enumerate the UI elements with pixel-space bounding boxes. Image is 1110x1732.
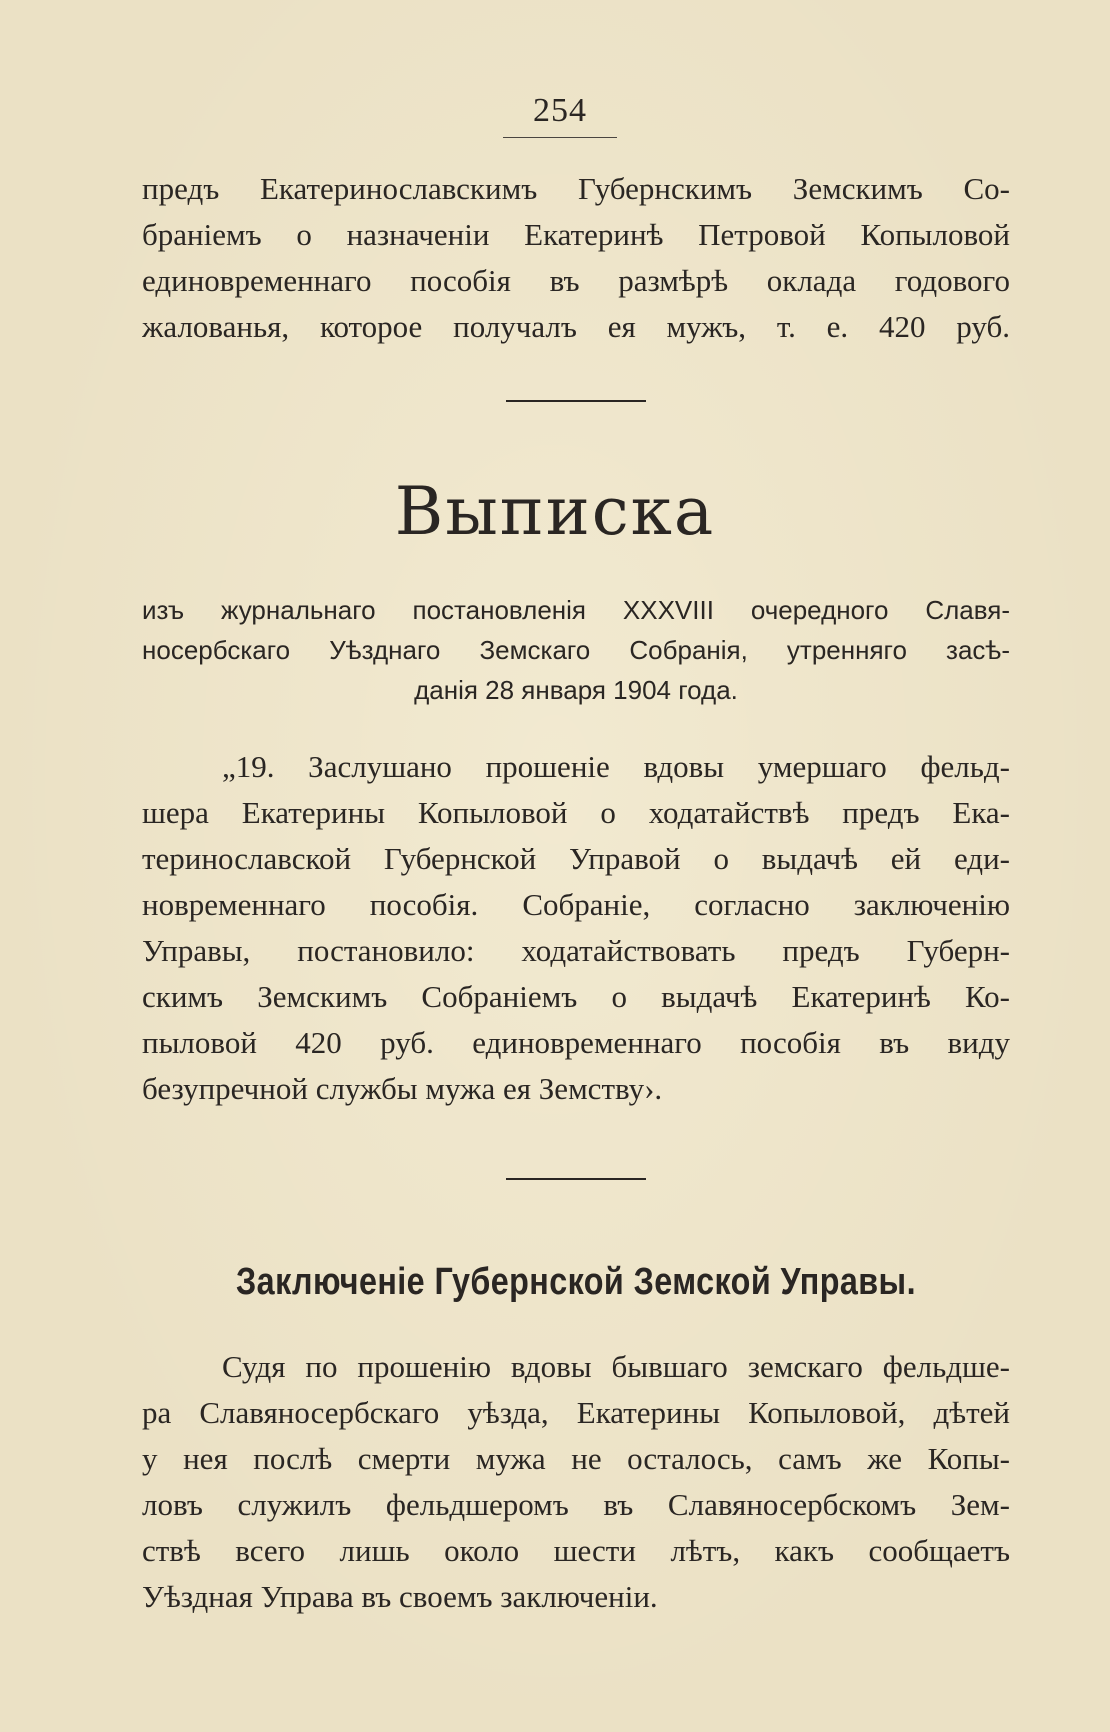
text-line: у нея послѣ смерти мужа не осталось, самъ же Копы- [142, 1441, 1010, 1476]
subtitle-paragraph [142, 590, 1010, 710]
subtitle-line: носербскаго Уѣзднаго Земскаго Собранія, утренняго засѣ- [142, 635, 1010, 665]
subtitle-line: данія 28 января 1904 года. [414, 675, 738, 705]
text-line: единовременнаго пособія въ размѣрѣ оклада годового [142, 263, 1010, 298]
text-line: браніемъ о назначеніи Екатеринѣ Петровой Копыловой [142, 217, 1010, 252]
text-line: новременнаго пособія. Собраніе, согласно заключенію [142, 887, 1010, 922]
text-line: Уѣздная Управа въ своемъ заключеніи. [142, 1579, 658, 1614]
text-line: предъ Екатеринославскимъ Губернскимъ Земскимъ Со- [142, 171, 1010, 206]
resolution-paragraph [142, 744, 1010, 1112]
section-divider [506, 400, 646, 402]
text-line: „19. Заслушано прошеніе вдовы умершаго фельд- [222, 749, 1010, 784]
text-line: шера Екатерины Копыловой о ходатайствѣ предъ Ека- [142, 795, 1010, 830]
conclusion-heading: Заключеніе Губернской Земской Управы. [236, 1261, 916, 1303]
text-line: ловъ служилъ фельдшеромъ въ Славяносербскомъ Зем- [142, 1487, 1010, 1522]
document-title: Выписка [394, 473, 716, 550]
text-line: скимъ Земскимъ Собраніемъ о выдачѣ Екатеринѣ Ко- [142, 979, 1010, 1014]
intro-paragraph [142, 166, 1010, 350]
page-number-underline [503, 137, 617, 138]
text-line: Судя по прошенію вдовы бывшаго земскаго фельдше- [222, 1349, 1010, 1384]
text-line: ра Славяносербскаго уѣзда, Екатерины Копыловой, дѣтей [142, 1395, 1010, 1430]
section-divider [506, 1178, 646, 1180]
page-number: 254 [533, 92, 587, 129]
text-line: Управы, постановило: ходатайствовать предъ Губерн- [142, 933, 1010, 968]
text-line: жалованья, которое получалъ ея мужъ, т. е. 420 руб. [142, 309, 1010, 344]
text-line: пыловой 420 руб. единовременнаго пособія въ виду [142, 1025, 1010, 1060]
conclusion-paragraph [142, 1344, 1010, 1620]
text-line: ствѣ всего лишь около шести лѣтъ, какъ сообщаетъ [142, 1533, 1010, 1568]
subtitle-line: изъ журнальнаго постановленія XXXVIII очередного Славя- [142, 595, 1010, 625]
text-line: теринославской Губернской Управой о выдачѣ ей еди- [142, 841, 1010, 876]
text-line: безупречной службы мужа ея Земству›. [142, 1071, 663, 1106]
